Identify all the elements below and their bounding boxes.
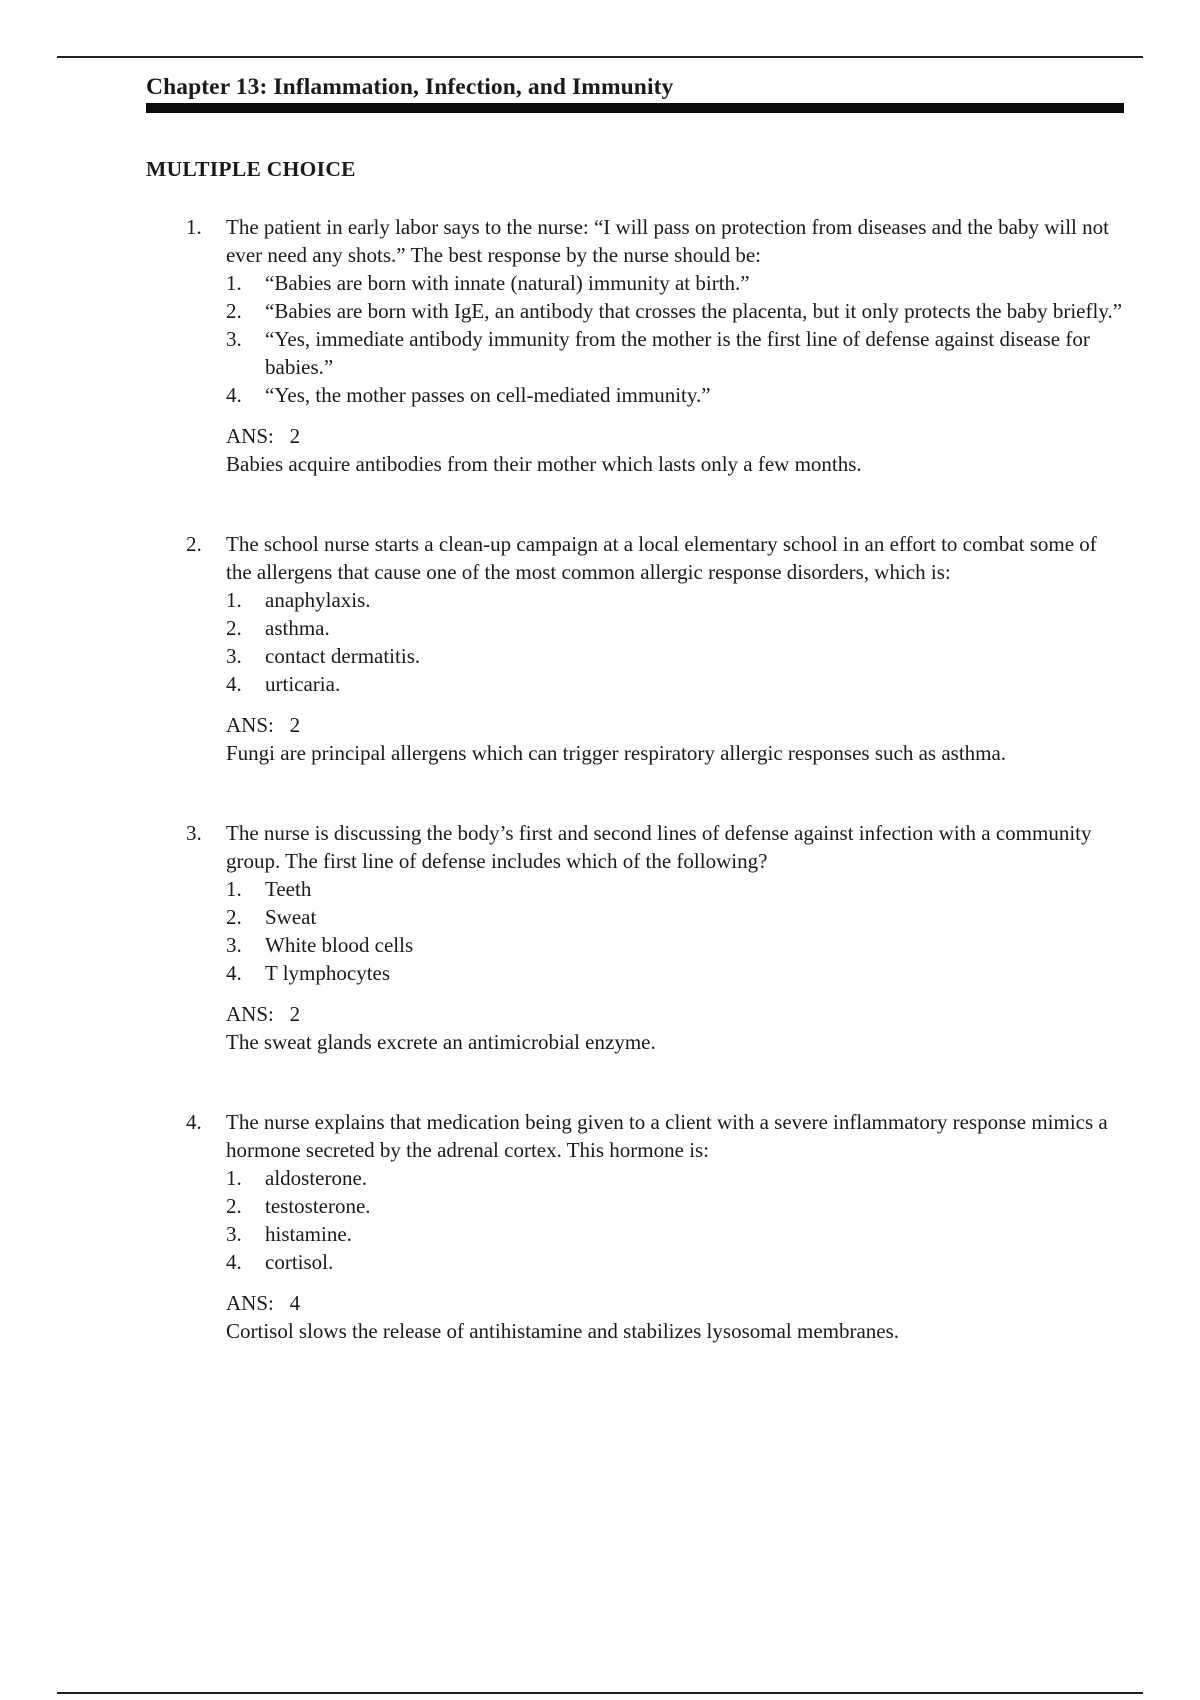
option-number: 3. xyxy=(226,644,242,668)
option-item xyxy=(226,614,1126,642)
option-text: “Babies are born with IgE, an antibody that crosses the placenta, but it only protects the baby briefly.” xyxy=(265,299,1123,323)
option-item xyxy=(226,903,1126,931)
question-1 xyxy=(186,213,1126,478)
question-text: The nurse is discussing the body’s first and second lines of defense against infection with a community group. The first line of defense includes which of the following? xyxy=(226,821,1092,873)
option-list xyxy=(226,586,1126,698)
question-number: 3. xyxy=(186,821,202,845)
answer-rationale: Cortisol slows the release of antihistamine and stabilizes lysosomal membranes. xyxy=(226,1319,900,1343)
option-text: “Babies are born with innate (natural) immunity at birth.” xyxy=(265,271,750,295)
option-number: 1. xyxy=(226,1166,242,1190)
option-item xyxy=(226,1164,1126,1192)
option-text: T lymphocytes xyxy=(265,961,391,985)
option-number: 1. xyxy=(226,588,242,612)
answer-key: ANS: 4 xyxy=(226,1291,301,1315)
answer-block xyxy=(226,711,1126,767)
option-number: 2. xyxy=(226,616,242,640)
option-number: 4. xyxy=(226,672,242,696)
option-item xyxy=(226,642,1126,670)
section-heading: MULTIPLE CHOICE xyxy=(146,157,356,181)
option-item xyxy=(226,959,1126,987)
option-item xyxy=(226,269,1126,297)
option-list xyxy=(226,875,1126,987)
option-text: Sweat xyxy=(265,905,317,929)
option-number: 4. xyxy=(226,961,242,985)
option-text: cortisol. xyxy=(265,1250,334,1274)
option-list xyxy=(226,269,1126,409)
question-list xyxy=(186,213,1126,1397)
option-number: 2. xyxy=(226,299,242,323)
option-number: 1. xyxy=(226,271,242,295)
page-top-rule xyxy=(57,56,1143,58)
option-number: 2. xyxy=(226,1194,242,1218)
question-number: 2. xyxy=(186,532,202,556)
option-number: 4. xyxy=(226,383,242,407)
question-text: The school nurse starts a clean-up campaign at a local elementary school in an effort to combat some of the allergens that cause one of the most common allergic response disorders, which is: xyxy=(226,532,1097,584)
option-text: urticaria. xyxy=(265,672,341,696)
option-item xyxy=(226,381,1126,409)
answer-key: ANS: 2 xyxy=(226,713,301,737)
question-text: The nurse explains that medication being given to a client with a severe inflammatory response mimics a hormone secreted by the adrenal cortex. This hormone is: xyxy=(226,1110,1108,1162)
option-item xyxy=(226,297,1126,325)
answer-key: ANS: 2 xyxy=(226,1002,301,1026)
question-number: 1. xyxy=(186,215,202,239)
answer-key: ANS: 2 xyxy=(226,424,301,448)
chapter-title: Chapter 13: Inflammation, Infection, and Immunity xyxy=(146,74,674,100)
answer-block xyxy=(226,1000,1126,1056)
question-2 xyxy=(186,530,1126,767)
option-item xyxy=(226,875,1126,903)
question-stem xyxy=(186,530,1126,586)
question-stem xyxy=(186,213,1126,269)
option-item xyxy=(226,1192,1126,1220)
answer-block xyxy=(226,1289,1126,1345)
option-number: 4. xyxy=(226,1250,242,1274)
answer-rationale: The sweat glands excrete an antimicrobial enzyme. xyxy=(226,1030,656,1054)
question-stem xyxy=(186,1108,1126,1164)
option-number: 3. xyxy=(226,1222,242,1246)
option-item xyxy=(226,325,1126,381)
option-text: “Yes, immediate antibody immunity from the mother is the first line of defense against disease for babies.” xyxy=(265,327,1090,379)
question-number: 4. xyxy=(186,1110,202,1134)
option-item xyxy=(226,586,1126,614)
question-stem xyxy=(186,819,1126,875)
option-text: White blood cells xyxy=(265,933,414,957)
option-number: 1. xyxy=(226,877,242,901)
option-text: “Yes, the mother passes on cell-mediated immunity.” xyxy=(265,383,711,407)
option-text: testosterone. xyxy=(265,1194,371,1218)
option-number: 3. xyxy=(226,327,242,351)
option-list xyxy=(226,1164,1126,1276)
option-item xyxy=(226,1248,1126,1276)
title-underline-bar xyxy=(146,103,1124,113)
question-text: The patient in early labor says to the nurse: “I will pass on protection from diseases and the baby will not ever need any shots.” The best response by the nurse should be: xyxy=(226,215,1109,267)
question-4 xyxy=(186,1108,1126,1345)
option-item xyxy=(226,670,1126,698)
page-bottom-rule xyxy=(57,1692,1143,1694)
answer-block xyxy=(226,422,1126,478)
answer-rationale: Fungi are principal allergens which can trigger respiratory allergic responses such as asthma. xyxy=(226,741,1007,765)
option-text: Teeth xyxy=(265,877,312,901)
option-text: aldosterone. xyxy=(265,1166,368,1190)
option-item xyxy=(226,1220,1126,1248)
option-text: histamine. xyxy=(265,1222,352,1246)
option-text: anaphylaxis. xyxy=(265,588,371,612)
option-text: contact dermatitis. xyxy=(265,644,421,668)
option-number: 3. xyxy=(226,933,242,957)
answer-rationale: Babies acquire antibodies from their mother which lasts only a few months. xyxy=(226,452,862,476)
question-3 xyxy=(186,819,1126,1056)
option-number: 2. xyxy=(226,905,242,929)
option-item xyxy=(226,931,1126,959)
option-text: asthma. xyxy=(265,616,330,640)
